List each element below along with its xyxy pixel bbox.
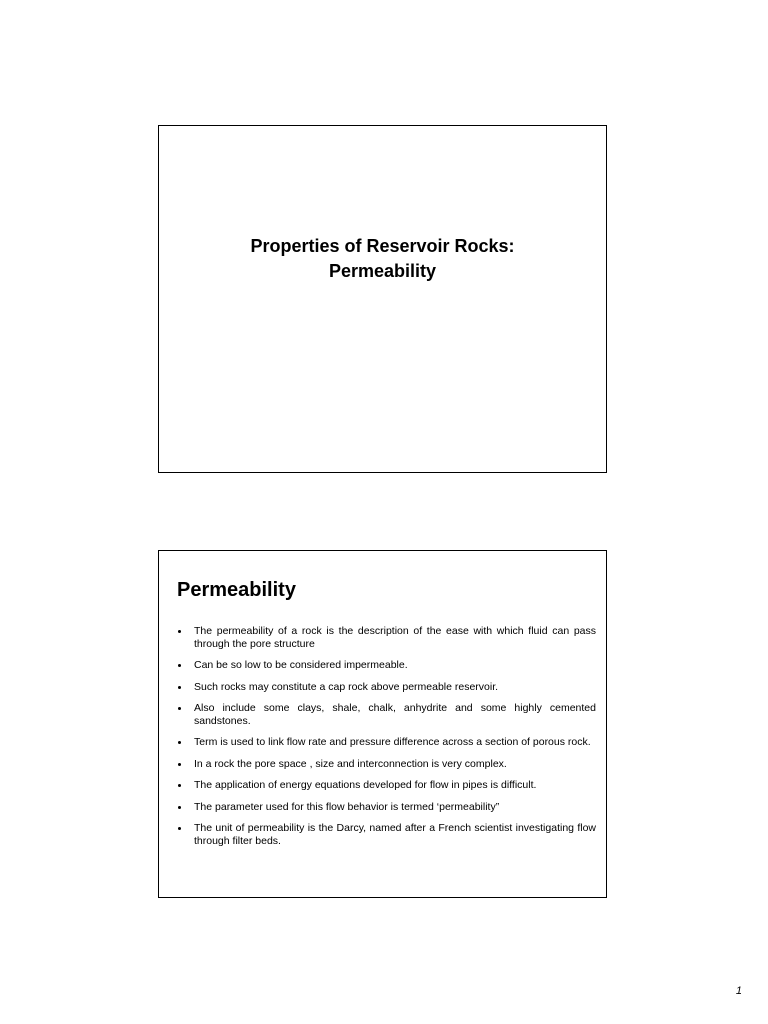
bullet-text: The unit of permeability is the Darcy, named after a French scientist investigating flow through filter beds. [194,822,596,847]
title-slide [158,125,607,473]
bullet-text: Can be so low to be considered impermeable. [194,659,408,671]
bullet-text: Such rocks may constitute a cap rock above permeable reservoir. [194,680,499,693]
bullet-text: The application of energy equations developed for flow in pipes is difficult. [194,779,537,791]
bullet-dot-icon [178,741,181,744]
bullet-item [177,822,596,847]
bullet-item [177,681,596,694]
bullet-dot-icon [178,827,181,830]
slide-heading: Permeability [177,579,296,601]
slide-title [159,234,606,284]
bullet-text: Term is used to link flow rate and pressure difference across a section of porous rock. [194,736,591,748]
bullet-dot-icon [178,806,181,809]
bullet-item [177,736,596,749]
bullet-item [177,801,596,814]
slide-title-line-1: Properties of Reservoir Rocks: [250,236,515,256]
bullet-text: The parameter used for this flow behavior is termed ‘permeability” [194,800,500,813]
bullet-text: The permeability of a rock is the description of the ease with which fluid can pass through the pore structure [194,625,596,650]
content-slide [158,550,607,898]
bullet-item [177,779,596,792]
slide-title-line-2: Permeability [328,261,437,281]
bullet-item [177,659,596,672]
bullet-dot-icon [178,686,181,689]
bullet-dot-icon [178,763,181,766]
bullet-item [177,702,596,727]
bullet-item [177,625,596,650]
bullet-text: Also include some clays, shale, chalk, anhydrite and some highly cemented sandstones. [194,702,596,727]
bullet-dot-icon [178,664,181,667]
bullet-dot-icon [178,784,181,787]
bullet-text: In a rock the pore space , size and interconnection is very complex. [194,757,507,770]
bullet-dot-icon [178,630,181,633]
page-number: 1 [735,985,742,997]
bullet-list [177,625,596,856]
bullet-item [177,758,596,771]
bullet-dot-icon [178,707,181,710]
